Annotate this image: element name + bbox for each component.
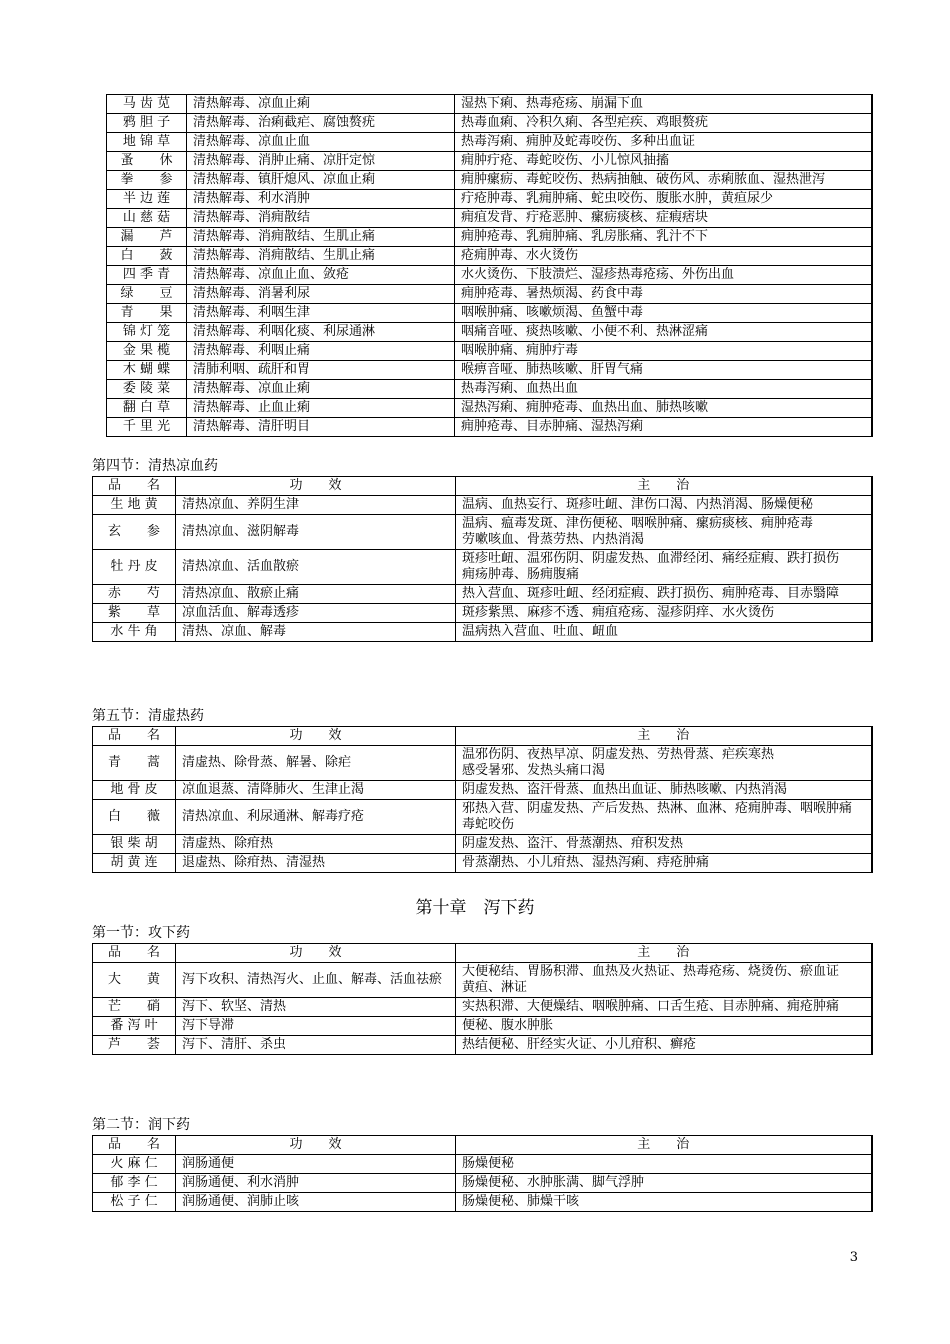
table-row bbox=[107, 152, 872, 171]
table-row bbox=[93, 623, 872, 642]
column-header: 主 治 bbox=[456, 1136, 872, 1155]
table-row bbox=[93, 1036, 872, 1055]
page-number: 3 bbox=[849, 1250, 858, 1265]
indication-cell: 咽喉肿痛、痈肿疔毒 bbox=[455, 342, 872, 361]
table-row bbox=[107, 418, 872, 437]
efficacy-cell: 清热凉血、散瘀止痛 bbox=[176, 585, 456, 604]
table-row bbox=[93, 550, 872, 585]
efficacy-cell: 清热解毒、凉血止血、敛疮 bbox=[187, 266, 455, 285]
efficacy-cell: 清热解毒、凉血止痢 bbox=[187, 95, 455, 114]
herb-table-ch10-section1 bbox=[92, 943, 873, 1055]
herb-name-cell: 赤 芍 bbox=[93, 585, 176, 604]
table-row bbox=[107, 171, 872, 190]
herb-name-cell: 番 泻 叶 bbox=[93, 1017, 176, 1036]
herb-name-cell: 马 齿 苋 bbox=[107, 95, 187, 114]
herb-name-cell: 芦 荟 bbox=[93, 1036, 176, 1055]
herb-name-cell: 玄 参 bbox=[93, 515, 176, 550]
table-row bbox=[93, 1174, 872, 1193]
indication-cell: 热入营血、斑疹吐衄、经闭症瘕、跌打损伤、痈肿疮毒、目赤翳障 bbox=[456, 585, 872, 604]
indication-cell: 热结便秘、肝经实火证、小儿疳积、癣疮 bbox=[456, 1036, 872, 1055]
herb-name-cell: 郁 李 仁 bbox=[93, 1174, 176, 1193]
indication-cell: 疔疮肿毒、乳痈肿痛、蛇虫咬伤、腹胀水肿，黄疸尿少 bbox=[455, 190, 872, 209]
indication-cell: 肠燥便秘、肺燥干咳 bbox=[456, 1193, 872, 1212]
herb-name-cell: 松 子 仁 bbox=[93, 1193, 176, 1212]
table-row bbox=[107, 247, 872, 266]
efficacy-cell: 清热凉血、养阴生津 bbox=[176, 496, 456, 515]
section-title: 第四节：清热凉血药 bbox=[92, 458, 218, 474]
table-row bbox=[93, 746, 872, 781]
efficacy-cell: 清热解毒、利咽止痛 bbox=[187, 342, 455, 361]
table-row bbox=[107, 342, 872, 361]
herb-name-cell: 金 果 榄 bbox=[107, 342, 187, 361]
herb-name-cell: 蚤 休 bbox=[107, 152, 187, 171]
indication-cell: 热毒血痢、冷积久痢、各型疟疾、鸡眼赘疣 bbox=[455, 114, 872, 133]
herb-name-cell: 水 牛 角 bbox=[93, 623, 176, 642]
table-row bbox=[93, 496, 872, 515]
herb-name-cell: 拳 参 bbox=[107, 171, 187, 190]
efficacy-cell: 清虚热、除疳热 bbox=[176, 835, 456, 854]
column-header: 品 名 bbox=[93, 1136, 176, 1155]
efficacy-cell: 清热凉血、利尿通淋、解毒疗疮 bbox=[176, 800, 456, 835]
efficacy-cell: 清热解毒、利水消肿 bbox=[187, 190, 455, 209]
herb-name-cell: 大 黄 bbox=[93, 963, 176, 998]
indication-cell: 温病、瘟毒发斑、津伤便秘、咽喉肿痛、瘰疬痰核、痈肿疮毒 劳嗽咳血、骨蒸劳热、内热消渴 bbox=[456, 515, 872, 550]
indication-cell: 痈肿疮毒、目赤肿痛、湿热泻痢 bbox=[455, 418, 872, 437]
table-row bbox=[107, 266, 872, 285]
table-header-row bbox=[93, 1136, 872, 1155]
efficacy-cell: 清热解毒、消肿止痛、凉肝定惊 bbox=[187, 152, 455, 171]
indication-cell: 水火烫伤、下肢溃烂、湿疹热毒疮疡、外伤出血 bbox=[455, 266, 872, 285]
herb-name-cell: 火 麻 仁 bbox=[93, 1155, 176, 1174]
indication-cell: 骨蒸潮热、小儿疳热、湿热泻痢、痔疮肿痛 bbox=[456, 854, 872, 873]
efficacy-cell: 清肺利咽、疏肝和胃 bbox=[187, 361, 455, 380]
section-title: 第二节：润下药 bbox=[92, 1117, 190, 1133]
herb-name-cell: 山 慈 菇 bbox=[107, 209, 187, 228]
herb-name-cell: 锦 灯 笼 bbox=[107, 323, 187, 342]
indication-cell: 痈肿疔疮、毒蛇咬伤、小儿惊风抽搐 bbox=[455, 152, 872, 171]
herb-table-section5 bbox=[92, 726, 873, 873]
efficacy-cell: 润肠通便、润肺止咳 bbox=[176, 1193, 456, 1212]
herb-name-cell: 牡 丹 皮 bbox=[93, 550, 176, 585]
column-header: 功 效 bbox=[176, 944, 456, 963]
herb-name-cell: 翻 白 草 bbox=[107, 399, 187, 418]
table-row bbox=[107, 323, 872, 342]
section-title: 第五节：清虚热药 bbox=[92, 708, 204, 724]
indication-cell: 湿热泻痢、痈肿疮毒、血热出血、肺热咳嗽 bbox=[455, 399, 872, 418]
indication-cell: 邪热入营、阴虚发热、产后发热、热淋、血淋、疮痈肿毒、咽喉肿痛毒蛇咬伤 bbox=[456, 800, 872, 835]
column-header: 主 治 bbox=[456, 477, 872, 496]
efficacy-cell: 清热、凉血、解毒 bbox=[176, 623, 456, 642]
efficacy-cell: 清热解毒、治痢截疟、腐蚀赘疣 bbox=[187, 114, 455, 133]
efficacy-cell: 清热凉血、滋阴解毒 bbox=[176, 515, 456, 550]
indication-cell: 实热积滞、大便燥结、咽喉肿痛、口舌生疮、目赤肿痛、痈疮肿痛 bbox=[456, 998, 872, 1017]
efficacy-cell: 清热解毒、凉血止痢 bbox=[187, 380, 455, 399]
table-row bbox=[93, 604, 872, 623]
herb-name-cell: 青 果 bbox=[107, 304, 187, 323]
indication-cell: 阴虚发热、盗汗骨蒸、血热出血证、肺热咳嗽、内热消渴 bbox=[456, 781, 872, 800]
efficacy-cell: 清热解毒、利咽生津 bbox=[187, 304, 455, 323]
table-row bbox=[107, 228, 872, 247]
column-header: 主 治 bbox=[456, 944, 872, 963]
table-row bbox=[107, 285, 872, 304]
table-row bbox=[93, 998, 872, 1017]
column-header: 主 治 bbox=[456, 727, 872, 746]
herb-table-ch10-section2 bbox=[92, 1135, 873, 1212]
table-row bbox=[107, 114, 872, 133]
efficacy-cell: 泻下、清肝、杀虫 bbox=[176, 1036, 456, 1055]
efficacy-cell: 退虚热、除疳热、清湿热 bbox=[176, 854, 456, 873]
table-row bbox=[107, 133, 872, 152]
efficacy-cell: 清热凉血、活血散瘀 bbox=[176, 550, 456, 585]
herb-name-cell: 四 季 青 bbox=[107, 266, 187, 285]
efficacy-cell: 润肠通便、利水消肿 bbox=[176, 1174, 456, 1193]
efficacy-cell: 泻下攻积、清热泻火、止血、解毒、活血祛瘀 bbox=[176, 963, 456, 998]
efficacy-cell: 清热解毒、利咽化痰、利尿通淋 bbox=[187, 323, 455, 342]
table-row bbox=[107, 209, 872, 228]
table-row bbox=[93, 1155, 872, 1174]
herb-name-cell: 银 柴 胡 bbox=[93, 835, 176, 854]
table-row bbox=[93, 1193, 872, 1212]
table-header-row bbox=[93, 477, 872, 496]
table-row bbox=[93, 835, 872, 854]
table-body bbox=[93, 477, 872, 642]
column-header: 品 名 bbox=[93, 477, 176, 496]
herb-name-cell: 青 蒿 bbox=[93, 746, 176, 781]
indication-cell: 斑疹紫黑、麻疹不透、痈疽疮疡、湿疹阴痒、水火烫伤 bbox=[456, 604, 872, 623]
table-row bbox=[93, 800, 872, 835]
table-row bbox=[93, 585, 872, 604]
indication-cell: 温病、血热妄行、斑疹吐衄、津伤口渴、内热消渴、肠燥便秘 bbox=[456, 496, 872, 515]
herb-name-cell: 漏 芦 bbox=[107, 228, 187, 247]
herb-name-cell: 紫 草 bbox=[93, 604, 176, 623]
efficacy-cell: 润肠通便 bbox=[176, 1155, 456, 1174]
table-row bbox=[107, 361, 872, 380]
indication-cell: 痈疽发背、疔疮恶肿、瘰疬痰核、症瘕痞块 bbox=[455, 209, 872, 228]
indication-cell: 热毒泻痢、血热出血 bbox=[455, 380, 872, 399]
table-body bbox=[93, 727, 872, 873]
column-header: 品 名 bbox=[93, 727, 176, 746]
efficacy-cell: 清热解毒、消痈散结、生肌止痛 bbox=[187, 228, 455, 247]
indication-cell: 湿热下痢、热毒疮疡、崩漏下血 bbox=[455, 95, 872, 114]
herb-name-cell: 地 锦 草 bbox=[107, 133, 187, 152]
herb-name-cell: 绿 豆 bbox=[107, 285, 187, 304]
column-header: 功 效 bbox=[176, 727, 456, 746]
indication-cell: 喉痹音哑、肺热咳嗽、肝胃气痛 bbox=[455, 361, 872, 380]
indication-cell: 便秘、腹水肿胀 bbox=[456, 1017, 872, 1036]
table-header-row bbox=[93, 944, 872, 963]
section-title: 第一节：攻下药 bbox=[92, 925, 190, 941]
efficacy-cell: 凉血活血、解毒透疹 bbox=[176, 604, 456, 623]
indication-cell: 疮痈肿毒、水火烫伤 bbox=[455, 247, 872, 266]
table-row bbox=[93, 854, 872, 873]
efficacy-cell: 清热解毒、镇肝熄风、凉血止痢 bbox=[187, 171, 455, 190]
herb-name-cell: 委 陵 菜 bbox=[107, 380, 187, 399]
indication-cell: 斑疹吐衄、温邪伤阴、阴虚发热、血滞经闭、痛经症瘕、跌打损伤 痈疡肿毒、肠痈腹痛 bbox=[456, 550, 872, 585]
table-row bbox=[93, 1017, 872, 1036]
table-row bbox=[93, 963, 872, 998]
efficacy-cell: 清热解毒、消痈散结 bbox=[187, 209, 455, 228]
indication-cell: 阴虚发热、盗汗、骨蒸潮热、疳积发热 bbox=[456, 835, 872, 854]
indication-cell: 温邪伤阴、夜热早凉、阴虚发热、劳热骨蒸、疟疾寒热 感受暑邪、发热头痛口渴 bbox=[456, 746, 872, 781]
column-header: 品 名 bbox=[93, 944, 176, 963]
column-header: 功 效 bbox=[176, 1136, 456, 1155]
table-row bbox=[107, 380, 872, 399]
herb-table-continued bbox=[106, 94, 873, 437]
indication-cell: 咽喉肿痛、咳嗽烦渴、鱼蟹中毒 bbox=[455, 304, 872, 323]
table-row bbox=[93, 515, 872, 550]
indication-cell: 肠燥便秘 bbox=[456, 1155, 872, 1174]
efficacy-cell: 清虚热、除骨蒸、解暑、除疟 bbox=[176, 746, 456, 781]
table-header-row bbox=[93, 727, 872, 746]
table-row bbox=[107, 190, 872, 209]
column-header: 功 效 bbox=[176, 477, 456, 496]
herb-name-cell: 白 薇 bbox=[93, 800, 176, 835]
herb-name-cell: 半 边 莲 bbox=[107, 190, 187, 209]
table-row bbox=[107, 95, 872, 114]
herb-name-cell: 白 蔹 bbox=[107, 247, 187, 266]
efficacy-cell: 清热解毒、凉血止血 bbox=[187, 133, 455, 152]
indication-cell: 咽痛音哑、痰热咳嗽、小便不利、热淋涩痛 bbox=[455, 323, 872, 342]
chapter-title: 第十章 泻下药 bbox=[415, 898, 535, 918]
indication-cell: 温病热入营血、吐血、衄血 bbox=[456, 623, 872, 642]
indication-cell: 大便秘结、胃肠积滞、血热及火热证、热毒疮疡、烧烫伤、瘀血证 黄疸、淋证 bbox=[456, 963, 872, 998]
indication-cell: 痈肿疮毒、乳痈肿痛、乳房胀痛、乳汁不下 bbox=[455, 228, 872, 247]
herb-name-cell: 芒 硝 bbox=[93, 998, 176, 1017]
indication-cell: 痈肿瘰疬、毒蛇咬伤、热病抽触、破伤风、赤痢脓血、湿热泄泻 bbox=[455, 171, 872, 190]
herb-name-cell: 胡 黄 连 bbox=[93, 854, 176, 873]
indication-cell: 热毒泻痢、痈肿及蛇毒咬伤、多种出血证 bbox=[455, 133, 872, 152]
table-row bbox=[107, 304, 872, 323]
table-body bbox=[107, 95, 872, 437]
efficacy-cell: 泻下、软坚、清热 bbox=[176, 998, 456, 1017]
herb-table-section4 bbox=[92, 476, 873, 642]
table-row bbox=[107, 399, 872, 418]
indication-cell: 痈肿疮毒、暑热烦渴、药食中毒 bbox=[455, 285, 872, 304]
herb-name-cell: 生 地 黄 bbox=[93, 496, 176, 515]
herb-name-cell: 鸦 胆 子 bbox=[107, 114, 187, 133]
efficacy-cell: 凉血退蒸、清降肺火、生津止渴 bbox=[176, 781, 456, 800]
herb-name-cell: 千 里 光 bbox=[107, 418, 187, 437]
herb-name-cell: 地 骨 皮 bbox=[93, 781, 176, 800]
herb-name-cell: 木 蝴 蝶 bbox=[107, 361, 187, 380]
table-body bbox=[93, 1136, 872, 1212]
efficacy-cell: 清热解毒、消痈散结、生肌止痛 bbox=[187, 247, 455, 266]
efficacy-cell: 清热解毒、止血止痢 bbox=[187, 399, 455, 418]
efficacy-cell: 清热解毒、清肝明目 bbox=[187, 418, 455, 437]
indication-cell: 肠燥便秘、水肿胀满、脚气浮肿 bbox=[456, 1174, 872, 1193]
table-row bbox=[93, 781, 872, 800]
table-body bbox=[93, 944, 872, 1055]
efficacy-cell: 清热解毒、消暑利尿 bbox=[187, 285, 455, 304]
efficacy-cell: 泻下导滞 bbox=[176, 1017, 456, 1036]
